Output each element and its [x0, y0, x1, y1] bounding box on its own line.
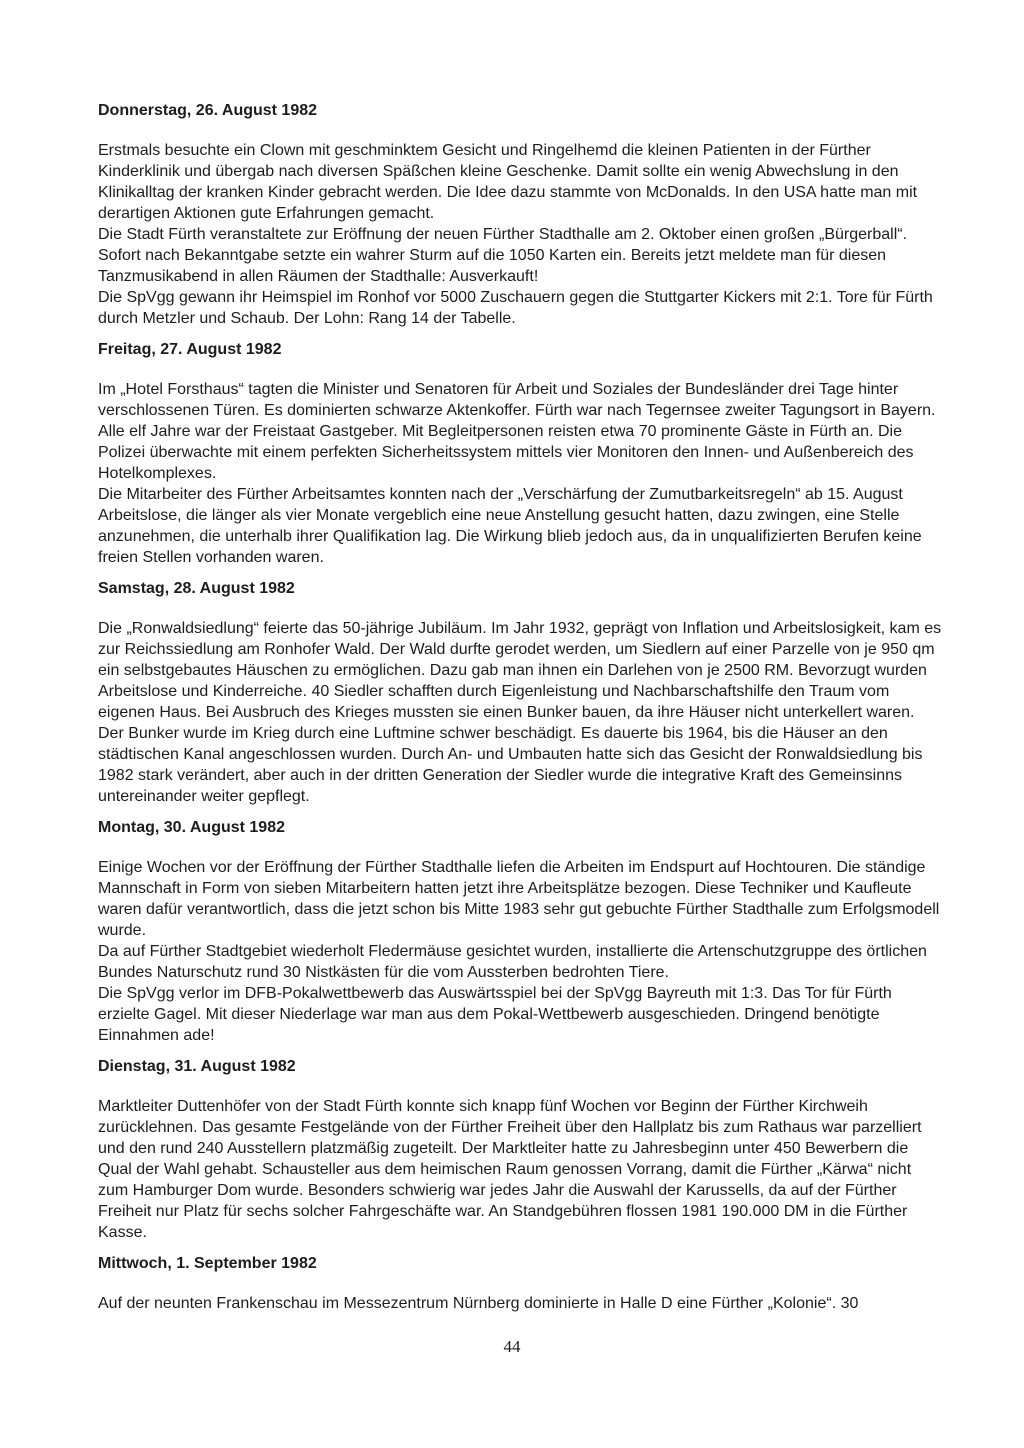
- entry-paragraph: Die SpVgg verlor im DFB-Pokalwettbewerb das Auswärtsspiel bei der SpVgg Bayreuth mit 1:3. Das Tor für Fürth erzielte Gagel. Mit dieser Niederlage war man aus dem Pokal-Wettbewerb ausgeschieden. Dringend benötigte Einnahmen ade!: [98, 985, 892, 1044]
- entry-heading: Montag, 30. August 1982: [98, 819, 285, 836]
- entry-heading: Mittwoch, 1. September 1982: [98, 1255, 317, 1272]
- entry-paragraph: Die Mitarbeiter des Fürther Arbeitsamtes konnten nach der „Verschärfung der Zumutbarkeitsregeln“ ab 15. August Arbeitslose, die länger als vier Monate vergeblich eine neue Anstellung gesucht hatten, dazu zwingen, eine Stelle anzunehmen, die unterhalb ihrer Qualifikation lag. Die Wirkung blieb jedoch aus, da in unqualifizierten Berufen keine freien Stellen vorhanden waren.: [98, 486, 922, 566]
- entry-heading: Donnerstag, 26. August 1982: [98, 102, 318, 119]
- diary-entry-samstag: [98, 578, 943, 807]
- entry-paragraph: Die Stadt Fürth veranstaltete zur Eröffnung der neuen Fürther Stadthalle am 2. Oktober einen großen „Bürgerball“. Sofort nach Bekanntgabe setzte ein wahrer Sturm auf die 1050 Karten ein. Bereits jetzt meldete man für diesen Tanzmusikabend in allen Räumen der Stadthalle: Ausverkauft!: [98, 226, 908, 285]
- entry-heading: Freitag, 27. August 1982: [98, 341, 282, 358]
- diary-entry-montag: [98, 817, 943, 1046]
- diary-entry-mittwoch: [98, 1253, 943, 1314]
- document-content: [98, 100, 943, 1314]
- entry-paragraph: Auf der neunten Frankenschau im Messezentrum Nürnberg dominierte in Halle D eine Fürther „Kolonie“. 30: [98, 1295, 859, 1312]
- entry-paragraph: Erstmals besuchte ein Clown mit geschminktem Gesicht und Ringelhemd die kleinen Patienten in der Fürther Kinderklinik und übergab nach diversen Späßchen kleine Geschenke. Damit sollte ein wenig Abwechslung in den Klinikalltag der kranken Kinder gebracht werden. Die Idee dazu stammte von McDonalds. In den USA hatte man mit derartigen Aktionen gute Erfahrungen gemacht.: [98, 142, 918, 222]
- page-number: 44: [503, 1337, 521, 1356]
- entry-heading: Dienstag, 31. August 1982: [98, 1058, 296, 1075]
- entry-paragraph: Die SpVgg gewann ihr Heimspiel im Ronhof vor 5000 Zuschauern gegen die Stuttgarter Kickers mit 2:1. Tore für Fürth durch Metzler und Schaub. Der Lohn: Rang 14 der Tabelle.: [98, 289, 933, 327]
- entry-paragraph: Da auf Fürther Stadtgebiet wiederholt Fledermäuse gesichtet wurden, installierte die Artenschutzgruppe des örtlichen Bundes Naturschutz rund 30 Nistkästen für die vom Aussterben bedrohten Tiere.: [98, 943, 927, 981]
- entry-paragraph: Marktleiter Duttenhöfer von der Stadt Fürth konnte sich knapp fünf Wochen vor Beginn der Fürther Kirchweih zurücklehnen. Das gesamte Festgelände von der Fürther Freiheit über den Hallplatz bis zum Rathaus war parzelliert und den rund 240 Ausstellern platzmäßig zugeteilt. Der Marktleiter hatte zu Jahresbeginn unter 450 Bewerbern die Qual der Wahl gehabt. Schausteller aus dem heimischen Raum genossen Vorrang, damit die Fürther „Kärwa“ nicht zum Hamburger Dom wurde. Besonders schwierig war jedes Jahr die Auswahl der Karussells, da auf der Fürther Freiheit nur Platz für sechs solcher Fahrgeschäfte war. An Standgebühren flossen 1981 190.000 DM in die Fürther Kasse.: [98, 1098, 922, 1241]
- diary-entry-dienstag: [98, 1056, 943, 1243]
- entry-heading: Samstag, 28. August 1982: [98, 580, 295, 597]
- diary-entry-freitag: [98, 339, 943, 568]
- entry-paragraph: Die „Ronwaldsiedlung“ feierte das 50-jährige Jubiläum. Im Jahr 1932, geprägt von Inflation und Arbeitslosigkeit, kam es zur Reichssiedlung am Ronhofer Wald. Der Wald durfte gerodet werden, um Siedlern auf einer Parzelle von je 950 qm ein selbstgebautes Häuschen zu ermöglichen. Dazu gab man ihnen ein Darlehen von je 2500 RM. Bevorzugt wurden Arbeitslose und Kinderreiche. 40 Siedler schafften durch Eigenleistung und Nachbarschaftshilfe den Traum vom eigenen Haus. Bei Ausbruch des Krieges mussten sie einen Bunker bauen, da ihre Häuser nicht unterkellert waren. Der Bunker wurde im Krieg durch eine Luftmine schwer beschädigt. Es dauerte bis 1964, bis die Häuser an den städtischen Kanal angeschlossen wurden. Durch An- und Umbauten hatte sich das Gesicht der Ronwaldsiedlung bis 1982 stark verändert, aber auch in der dritten Generation der Siedler wurde die integrative Kraft des Gemeinsinns untereinander weiter gepflegt.: [98, 620, 942, 805]
- entry-paragraph: Einige Wochen vor der Eröffnung der Fürther Stadthalle liefen die Arbeiten im Endspurt auf Hochtouren. Die ständige Mannschaft in Form von sieben Mitarbeitern hatten jetzt ihre Arbeitsplätze bezogen. Diese Techniker und Kaufleute waren dafür verantwortlich, dass die jetzt schon bis Mitte 1983 sehr gut gebuchte Fürther Stadthalle zum Erfolgsmodell wurde.: [98, 859, 940, 939]
- diary-entry-donnerstag: [98, 100, 943, 329]
- entry-paragraph: Im „Hotel Forsthaus“ tagten die Minister und Senatoren für Arbeit und Soziales der Bundesländer drei Tage hinter verschlossenen Türen. Es dominierten schwarze Aktenkoffer. Fürth war nach Tegernsee zweiter Tagungsort in Bayern. Alle elf Jahre war der Freistaat Gastgeber. Mit Begleitpersonen reisten etwa 70 prominente Gäste in Fürth an. Die Polizei überwachte mit einem perfekten Sicherheitssystem mittels vier Monitoren den Innen- und Außenbereich des Hotelkomplexes.: [98, 381, 936, 482]
